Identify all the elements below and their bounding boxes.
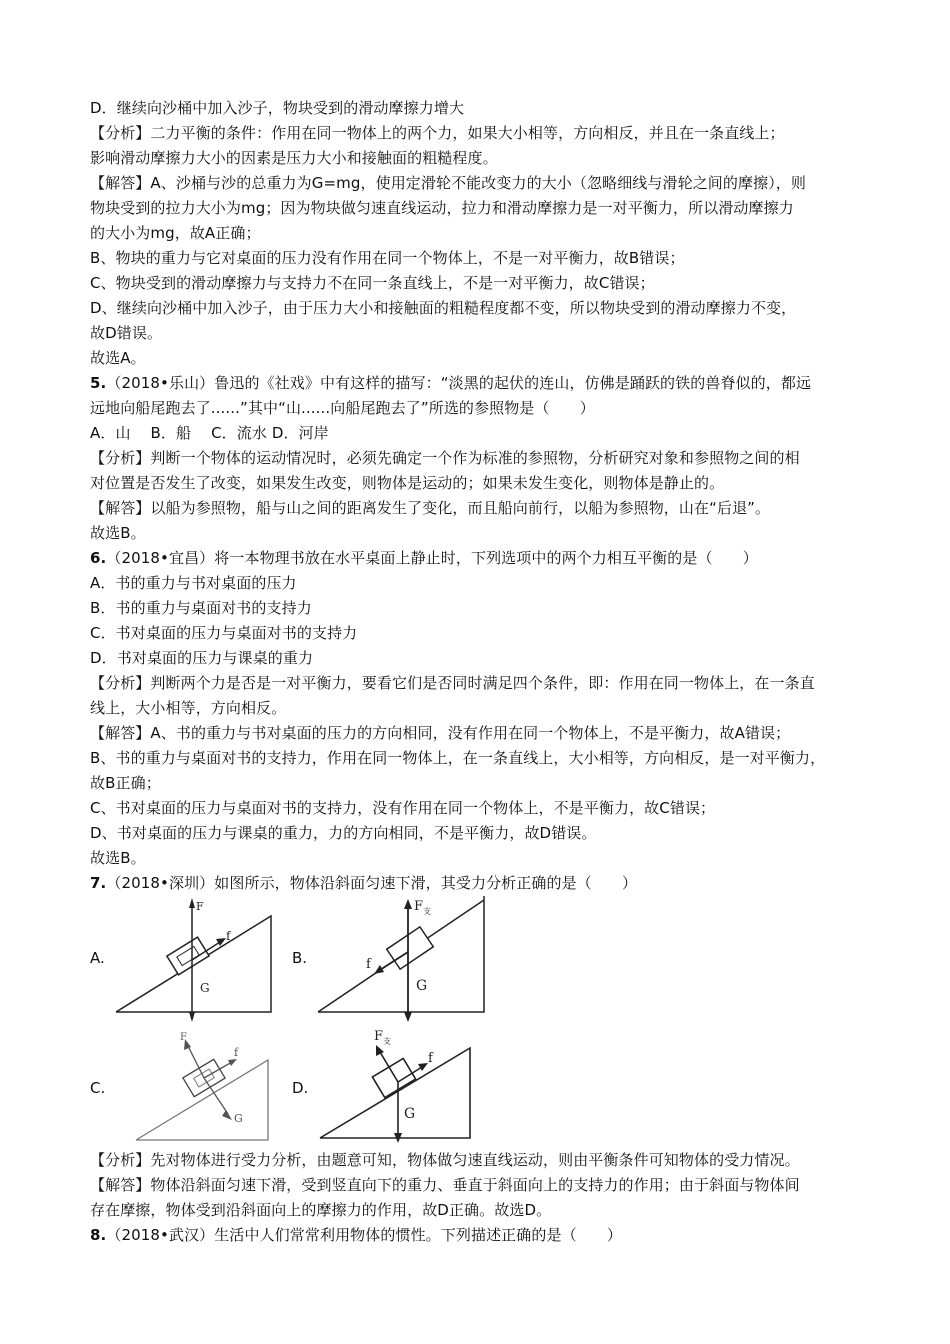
- q5-analysis-line: 对位置是否发生了改变，如果发生改变，则物体是运动的；如果未发生变化，则物体是静止的。: [90, 474, 725, 492]
- q6-number: 6.: [90, 549, 107, 567]
- q4-answer-line: 故选A。: [90, 349, 146, 367]
- q7-figure-b: [318, 896, 488, 1026]
- q7-figure-d: [318, 1026, 478, 1148]
- q4-analysis-line: 影响滑动摩擦力大小的因素是压力大小和接触面的粗糙程度。: [90, 149, 498, 167]
- q6-option: B．书的重力与桌面对书的支持力: [90, 599, 312, 617]
- gravity-label: G: [200, 981, 210, 995]
- q7-number: 7.: [90, 874, 107, 892]
- support-label: F: [414, 899, 424, 914]
- support-sub: 支: [383, 1037, 391, 1046]
- q4-option-d: D．继续向沙桶中加入沙子，物块受到的滑动摩擦力增大: [90, 99, 465, 117]
- q7-answer-line: 存在摩擦，物体受到沿斜面向上的摩擦力的作用，故D正确。故选D。: [90, 1201, 552, 1219]
- friction-label: f: [226, 929, 231, 943]
- q7-answer-line: 【解答】物体沿斜面匀速下滑，受到竖直向下的重力、垂直于斜面向上的支持力的作用；由于斜面与物体间: [90, 1176, 800, 1194]
- q4-analysis-line: 【分析】二力平衡的条件：作用在同一物体上的两个力，如果大小相等，方向相反，并且在一条直线上；: [90, 124, 785, 142]
- q6-answer-line: 故B正确；: [90, 774, 161, 792]
- q5-analysis-line: 【分析】判断一个物体的运动情况时，必须先确定一个作为标准的参照物，分析研究对象和参照物之间的相: [90, 449, 800, 467]
- friction-label: f: [234, 1046, 239, 1059]
- support-sub: 支: [423, 907, 431, 916]
- support-label: F: [374, 1029, 384, 1044]
- q8-stem: [90, 1223, 870, 1248]
- q5-answer-line: 【解答】以船为参照物，船与山之间的距离发生了变化，而且船向前行，以船为参照物，山在“后退”。: [90, 499, 771, 517]
- q6-answer-line: 故选B。: [90, 849, 146, 867]
- q5-options: A．山 B．船 C．流水 D．河岸: [90, 424, 329, 442]
- q5-stem: [90, 371, 870, 396]
- gravity-label: G: [234, 1112, 243, 1125]
- q7-figure-a: [116, 896, 276, 1026]
- q7-figures-row-cd: [90, 1026, 870, 1148]
- q5-number: 5.: [90, 374, 107, 392]
- q7-label-a: A.: [90, 949, 105, 967]
- q5-stem-line: 远地向船尾跑去了......”其中“山......向船尾跑去了”所选的参照物是（ ）: [90, 399, 595, 417]
- q6-answer-line: C、书对桌面的压力与桌面对书的支持力，没有作用在同一个物体上，不是平衡力，故C错误；: [90, 799, 716, 817]
- q4-answer-line: 物块受到的拉力大小为mg；因为物块做匀速直线运动，拉力和滑动摩擦力是一对平衡力，所以滑动摩擦力: [90, 199, 794, 217]
- q6-answer-line: D、书对桌面的压力与课桌的重力，力的方向相同，不是平衡力，故D错误。: [90, 824, 597, 842]
- document-page: [90, 96, 870, 1248]
- q6-option: A．书的重力与书对桌面的压力: [90, 574, 297, 592]
- friction-label: f: [366, 957, 371, 972]
- q4-answer-line: C、物块受到的滑动摩擦力与支持力不在同一条直线上，不是一对平衡力，故C错误；: [90, 274, 655, 292]
- q6-option: D．书对桌面的压力与课桌的重力: [90, 649, 314, 667]
- q4-answer-line: D、继续向沙桶中加入沙子，由于压力大小和接触面的粗糙程度都不变，所以物块受到的滑动摩擦力不变，: [90, 299, 797, 317]
- incline: [320, 1048, 470, 1138]
- block: [387, 927, 434, 969]
- q4-answer-line: 【解答】A、沙桶与沙的总重力为G=mg，使用定滑轮不能改变力的大小（忽略细线与滑轮之间的摩擦），则: [90, 174, 806, 192]
- q5-stem-text: （2018•乐山）鲁迅的《社戏》中有这样的描写：“淡黑的起伏的连山，仿佛是踊跃的铁的兽脊似的，都远: [106, 374, 812, 392]
- q6-analysis-line: 【分析】判断两个力是否是一对平衡力，要看它们是否同时满足四个条件，即：作用在同一物体上，在一条直: [90, 674, 815, 692]
- q7-label-c: C.: [90, 1079, 106, 1097]
- q7-stem: [90, 871, 870, 896]
- q6-stem-text: （2018•宜昌）将一本物理书放在水平桌面上静止时，下列选项中的两个力相互平衡的是（ ）: [106, 549, 758, 567]
- q8-number: 8.: [90, 1226, 107, 1244]
- q7-analysis: 【分析】先对物体进行受力分析，由题意可知，物体做匀速直线运动，则由平衡条件可知物体的受力情况。: [90, 1151, 800, 1169]
- support-label: F: [196, 900, 204, 913]
- friction-label: f: [428, 1051, 433, 1066]
- q6-answer-line: 【解答】A、书的重力与书对桌面的压力的方向相同，没有作用在同一个物体上，不是平衡力，故A错误；: [90, 724, 791, 742]
- q7-figures-row-ab: [90, 896, 870, 1026]
- q6-option: C．书对桌面的压力与桌面对书的支持力: [90, 624, 358, 642]
- q6-stem: [90, 546, 870, 571]
- q8-stem-text: （2018•武汉）生活中人们常常利用物体的惯性。下列描述正确的是（ ）: [106, 1226, 622, 1244]
- block: [167, 937, 209, 975]
- q4-answer-line: 的大小为mg，故A正确；: [90, 224, 261, 242]
- q7-stem-text: （2018•深圳）如图所示，物体沿斜面匀速下滑，其受力分析正确的是（ ）: [106, 874, 638, 892]
- support-label: F: [180, 1032, 187, 1043]
- q4-answer-line: 故D错误。: [90, 324, 163, 342]
- q5-answer-line: 故选B。: [90, 524, 146, 542]
- q6-answer-line: B、书的重力与桌面对书的支持力，作用在同一物体上，在一条直线上，大小相等，方向相反，是一对平衡力，: [90, 749, 826, 767]
- block: [372, 1058, 415, 1097]
- gravity-label: G: [404, 1106, 416, 1122]
- gravity-label: G: [416, 978, 428, 994]
- q7-figure-c: [136, 1026, 296, 1148]
- q4-answer-line: B、物块的重力与它对桌面的压力没有作用在同一个物体上，不是一对平衡力，故B错误；: [90, 249, 685, 267]
- q7-label-b: B.: [292, 949, 308, 967]
- q6-analysis-line: 线上，大小相等，方向相反。: [90, 699, 287, 717]
- q7-label-d: D.: [292, 1079, 309, 1097]
